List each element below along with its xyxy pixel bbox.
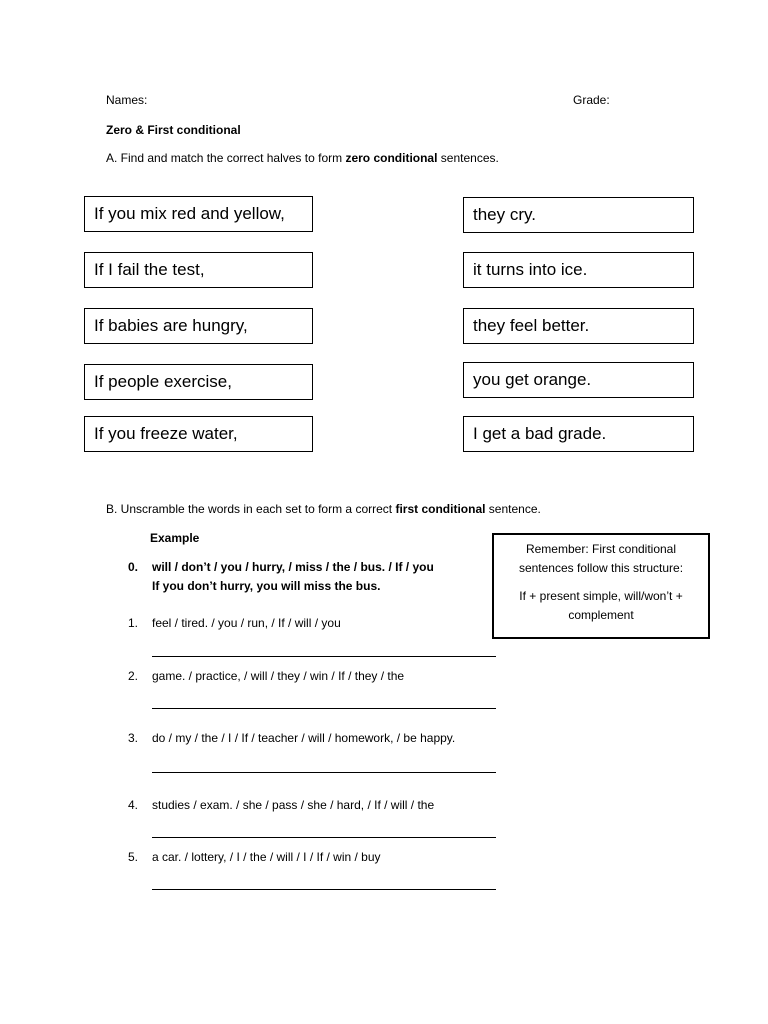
section-b-instruction-suffix: sentence. [485, 502, 541, 516]
item-4-answer-line[interactable] [152, 837, 496, 838]
item-2-answer-line[interactable] [152, 708, 496, 709]
left-half-box-5: If you freeze water, [84, 416, 313, 452]
item-5-answer-line[interactable] [152, 889, 496, 890]
item-1-number: 1. [128, 616, 139, 630]
section-b-instruction [106, 502, 541, 517]
worksheet-title: Zero & First conditional [106, 123, 241, 137]
example-answer: If you don’t hurry, you will miss the bus. [152, 579, 381, 593]
example-scrambled: will / don’t / you / hurry, / miss / the / bus. / If / you [152, 560, 434, 574]
item-1-scrambled: feel / tired. / you / run, / If / will / you [152, 616, 341, 630]
item-3-answer-line[interactable] [152, 772, 496, 773]
section-a-instruction [106, 151, 499, 166]
remember-box [492, 533, 710, 639]
item-4-number: 4. [128, 798, 139, 812]
item-3-number: 3. [128, 731, 139, 745]
left-half-box-1: If you mix red and yellow, [84, 196, 313, 232]
example-label: Example [150, 531, 200, 545]
section-a-instruction-prefix: A. Find and match the correct halves to form [106, 151, 346, 165]
left-half-box-3: If babies are hungry, [84, 308, 313, 344]
right-half-box-3: they feel better. [463, 308, 694, 344]
remember-text-1: Remember: First conditional sentences follow this structure: [518, 542, 684, 575]
section-b-instruction-prefix: B. Unscramble the words in each set to form a correct [106, 502, 396, 516]
right-half-box-1: they cry. [463, 197, 694, 233]
section-b-instruction-bold: first conditional [395, 502, 486, 516]
right-half-box-5: I get a bad grade. [463, 416, 694, 452]
right-half-box-4: you get orange. [463, 362, 694, 398]
item-1-answer-line[interactable] [152, 656, 496, 657]
remember-text-2: If + present simple, will/won’t + complement [519, 589, 683, 622]
item-2-number: 2. [128, 669, 139, 683]
item-2-scrambled: game. / practice, / will / they / win / If / they / the [152, 669, 405, 683]
section-a-instruction-bold: zero conditional [345, 151, 438, 165]
left-half-box-4: If people exercise, [84, 364, 313, 400]
section-a-instruction-suffix: sentences. [437, 151, 499, 165]
names-label: Names: [106, 93, 148, 107]
right-half-box-2: it turns into ice. [463, 252, 694, 288]
grade-label: Grade: [573, 93, 610, 107]
left-half-box-2: If I fail the test, [84, 252, 313, 288]
item-4-scrambled: studies / exam. / she / pass / she / hard, / If / will / the [152, 798, 435, 812]
example-number: 0. [128, 560, 139, 574]
item-3-scrambled: do / my / the / I / If / teacher / will / homework, / be happy. [152, 731, 456, 745]
item-5-number: 5. [128, 850, 139, 864]
item-5-scrambled: a car. / lottery, / I / the / will / I / If / win / buy [152, 850, 381, 864]
